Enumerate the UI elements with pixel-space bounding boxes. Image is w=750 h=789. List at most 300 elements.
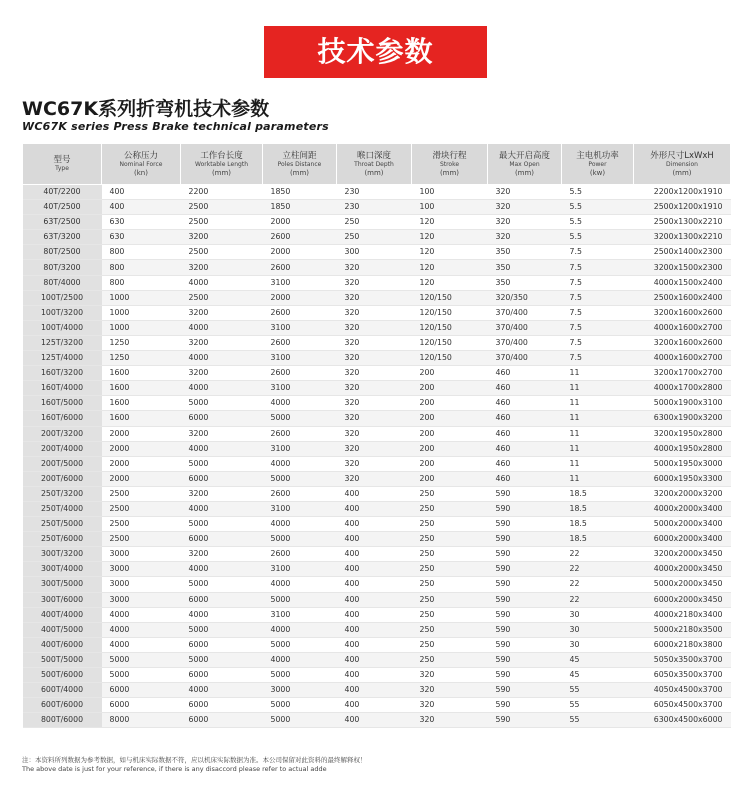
table-cell: 18.5 — [562, 486, 634, 501]
model-cell: 63T/3200 — [23, 230, 102, 245]
table-cell: 6000 — [181, 668, 263, 683]
table-cell: 4000 — [181, 607, 263, 622]
table-row — [23, 456, 731, 471]
model-cell: 300T/6000 — [23, 592, 102, 607]
table-cell: 3200x1600x2600 — [634, 305, 731, 320]
table-cell: 460 — [488, 456, 562, 471]
table-cell: 120 — [412, 215, 488, 230]
model-cell: 100T/2500 — [23, 290, 102, 305]
table-cell: 30 — [562, 622, 634, 637]
table-cell: 250 — [337, 215, 412, 230]
table-cell: 320 — [337, 441, 412, 456]
table-cell: 800 — [102, 260, 181, 275]
table-cell: 200 — [412, 441, 488, 456]
table-cell: 4000 — [181, 501, 263, 516]
table-row — [23, 351, 731, 366]
table-cell: 3200 — [181, 230, 263, 245]
table-cell: 3200x2000x3200 — [634, 486, 731, 501]
table-cell: 2600 — [263, 260, 337, 275]
table-cell: 2600 — [263, 230, 337, 245]
spec-table — [22, 143, 731, 728]
table-row — [23, 683, 731, 698]
table-cell: 2500 — [181, 200, 263, 215]
model-cell: 200T/5000 — [23, 456, 102, 471]
table-cell: 2000 — [102, 441, 181, 456]
table-cell: 1000 — [102, 290, 181, 305]
table-cell: 1600 — [102, 411, 181, 426]
table-cell: 3200 — [181, 486, 263, 501]
table-cell: 5000 — [263, 637, 337, 652]
table-cell: 6000x2180x3800 — [634, 637, 731, 652]
table-row — [23, 622, 731, 637]
table-cell: 1000 — [102, 320, 181, 335]
table-cell: 320 — [337, 426, 412, 441]
table-cell: 6300x4500x6000 — [634, 713, 731, 728]
table-cell: 250 — [412, 652, 488, 667]
model-cell: 250T/3200 — [23, 486, 102, 501]
table-cell: 630 — [102, 230, 181, 245]
table-cell: 18.5 — [562, 517, 634, 532]
table-cell: 5000 — [263, 471, 337, 486]
table-cell: 3200x1500x2300 — [634, 260, 731, 275]
table-cell: 4050x4500x3700 — [634, 683, 731, 698]
table-cell: 370/400 — [488, 305, 562, 320]
table-cell: 2500 — [181, 290, 263, 305]
table-cell: 6050x3500x3700 — [634, 668, 731, 683]
model-cell: 63T/2500 — [23, 215, 102, 230]
column-header-unit: (kw) — [589, 168, 606, 177]
table-cell: 400 — [337, 698, 412, 713]
table-cell: 320/350 — [488, 290, 562, 305]
table-cell: 6000x2000x3450 — [634, 592, 731, 607]
table-cell: 5000x2000x3400 — [634, 517, 731, 532]
table-cell: 460 — [488, 441, 562, 456]
table-cell: 320 — [488, 185, 562, 200]
table-cell: 400 — [337, 637, 412, 652]
table-cell: 120/150 — [412, 305, 488, 320]
model-cell: 200T/3200 — [23, 426, 102, 441]
table-cell: 3000 — [102, 577, 181, 592]
table-cell: 460 — [488, 381, 562, 396]
table-cell: 55 — [562, 713, 634, 728]
table-cell: 400 — [337, 683, 412, 698]
table-cell: 590 — [488, 562, 562, 577]
table-cell: 2600 — [263, 547, 337, 562]
table-cell: 5.5 — [562, 230, 634, 245]
header-row — [23, 144, 731, 185]
table-cell: 1850 — [263, 185, 337, 200]
table-cell: 120 — [412, 260, 488, 275]
table-cell: 4000x1950x2800 — [634, 441, 731, 456]
model-cell: 400T/4000 — [23, 607, 102, 622]
column-header-cn: 型号 — [53, 155, 71, 165]
table-row — [23, 652, 731, 667]
table-cell: 45 — [562, 652, 634, 667]
table-cell: 11 — [562, 456, 634, 471]
table-cell: 590 — [488, 668, 562, 683]
table-cell: 6000x1950x3300 — [634, 471, 731, 486]
table-row — [23, 698, 731, 713]
table-cell: 6050x4500x3700 — [634, 698, 731, 713]
table-cell: 200 — [412, 471, 488, 486]
table-cell: 3200x2000x3450 — [634, 547, 731, 562]
table-cell: 6000 — [181, 471, 263, 486]
column-header-en: Throat Depth — [354, 160, 394, 168]
column-header — [488, 144, 562, 185]
table-cell: 4000x2000x3400 — [634, 501, 731, 516]
table-cell: 3200x1300x2210 — [634, 230, 731, 245]
section-banner: 技术参数 — [264, 26, 487, 78]
table-row — [23, 381, 731, 396]
table-cell: 4000 — [181, 562, 263, 577]
table-cell: 3200 — [181, 547, 263, 562]
table-cell: 22 — [562, 562, 634, 577]
table-cell: 2600 — [263, 305, 337, 320]
table-cell: 400 — [337, 532, 412, 547]
table-cell: 250 — [412, 637, 488, 652]
table-cell: 120/150 — [412, 320, 488, 335]
table-cell: 460 — [488, 366, 562, 381]
table-cell: 6000 — [181, 532, 263, 547]
table-cell: 370/400 — [488, 351, 562, 366]
table-cell: 2500 — [102, 517, 181, 532]
table-cell: 3100 — [263, 607, 337, 622]
table-cell: 30 — [562, 607, 634, 622]
table-cell: 320 — [412, 683, 488, 698]
table-cell: 250 — [412, 501, 488, 516]
table-cell: 5000 — [181, 652, 263, 667]
table-cell: 5000 — [181, 396, 263, 411]
table-cell: 4000 — [181, 683, 263, 698]
table-cell: 22 — [562, 577, 634, 592]
table-cell: 320 — [337, 366, 412, 381]
table-cell: 250 — [412, 547, 488, 562]
column-header — [23, 144, 102, 185]
table-cell: 1250 — [102, 335, 181, 350]
column-header-unit: (mm) — [439, 168, 460, 177]
model-cell: 40T/2200 — [23, 185, 102, 200]
column-header-en: Worktable Length — [195, 160, 248, 168]
table-cell: 5000x2000x3450 — [634, 577, 731, 592]
model-cell: 80T/4000 — [23, 275, 102, 290]
table-cell: 30 — [562, 637, 634, 652]
table-cell: 320 — [337, 351, 412, 366]
table-cell: 2500 — [181, 245, 263, 260]
table-cell: 320 — [412, 698, 488, 713]
table-cell: 320 — [337, 381, 412, 396]
table-cell: 4000x2180x3400 — [634, 607, 731, 622]
table-cell: 5000 — [181, 622, 263, 637]
table-cell: 2500x1600x2400 — [634, 290, 731, 305]
table-cell: 11 — [562, 381, 634, 396]
table-cell: 3100 — [263, 351, 337, 366]
table-cell: 1600 — [102, 366, 181, 381]
table-cell: 3100 — [263, 441, 337, 456]
table-cell: 4000 — [181, 351, 263, 366]
table-cell: 590 — [488, 683, 562, 698]
table-cell: 4000 — [263, 577, 337, 592]
table-cell: 2500 — [102, 486, 181, 501]
table-cell: 2600 — [263, 486, 337, 501]
table-cell: 230 — [337, 185, 412, 200]
table-cell: 350 — [488, 275, 562, 290]
table-cell: 2500x1400x2300 — [634, 245, 731, 260]
table-cell: 320 — [337, 275, 412, 290]
model-cell: 300T/3200 — [23, 547, 102, 562]
table-cell: 3200 — [181, 335, 263, 350]
model-cell: 500T/6000 — [23, 668, 102, 683]
table-row — [23, 668, 731, 683]
table-cell: 320 — [412, 668, 488, 683]
table-row — [23, 290, 731, 305]
table-cell: 5000 — [102, 652, 181, 667]
model-cell: 400T/5000 — [23, 622, 102, 637]
table-cell: 1850 — [263, 200, 337, 215]
table-cell: 18.5 — [562, 501, 634, 516]
table-cell: 22 — [562, 547, 634, 562]
table-cell: 3100 — [263, 275, 337, 290]
table-cell: 5050x3500x3700 — [634, 652, 731, 667]
table-cell: 590 — [488, 532, 562, 547]
table-cell: 630 — [102, 215, 181, 230]
model-cell: 40T/2500 — [23, 200, 102, 215]
table-cell: 5000 — [263, 411, 337, 426]
column-header-cn: 喉口深度 — [356, 150, 391, 161]
model-cell: 160T/5000 — [23, 396, 102, 411]
table-row — [23, 637, 731, 652]
table-cell: 2500 — [102, 532, 181, 547]
table-cell: 4000x1700x2800 — [634, 381, 731, 396]
table-cell: 3100 — [263, 381, 337, 396]
table-cell: 590 — [488, 637, 562, 652]
table-cell: 5000x1900x3100 — [634, 396, 731, 411]
table-cell: 4000 — [263, 622, 337, 637]
table-cell: 590 — [488, 607, 562, 622]
table-cell: 230 — [337, 200, 412, 215]
table-cell: 250 — [412, 577, 488, 592]
table-cell: 320 — [337, 260, 412, 275]
table-cell: 2500 — [181, 215, 263, 230]
table-cell: 400 — [337, 547, 412, 562]
table-cell: 590 — [488, 713, 562, 728]
table-cell: 200 — [412, 366, 488, 381]
table-cell: 250 — [337, 230, 412, 245]
table-cell: 5000 — [263, 668, 337, 683]
table-cell: 6000x2000x3400 — [634, 532, 731, 547]
column-header-unit: (mm) — [514, 168, 535, 177]
model-cell: 300T/5000 — [23, 577, 102, 592]
table-cell: 4000 — [102, 637, 181, 652]
table-cell: 6300x1900x3200 — [634, 411, 731, 426]
page-title-cn: WC67K系列折弯机技术参数 — [22, 98, 270, 120]
model-cell: 250T/4000 — [23, 501, 102, 516]
table-cell: 4000 — [102, 607, 181, 622]
column-header-en: Max Open — [509, 160, 540, 168]
table-row — [23, 486, 731, 501]
table-cell: 11 — [562, 366, 634, 381]
table-cell: 590 — [488, 577, 562, 592]
table-cell: 1600 — [102, 396, 181, 411]
column-header-cn: 公称压力 — [123, 150, 158, 161]
table-cell: 4000 — [263, 396, 337, 411]
table-cell: 320 — [337, 335, 412, 350]
column-header-cn: 滑块行程 — [432, 150, 467, 161]
table-cell: 5000 — [263, 713, 337, 728]
table-row — [23, 471, 731, 486]
table-row — [23, 396, 731, 411]
model-cell: 125T/3200 — [23, 335, 102, 350]
table-cell: 200 — [412, 381, 488, 396]
footnote-en: The above date is just for your reference, if there is any disaccord please refer to actual adde — [22, 765, 327, 773]
table-cell: 400 — [337, 622, 412, 637]
table-cell: 400 — [337, 577, 412, 592]
table-cell: 590 — [488, 547, 562, 562]
model-cell: 100T/3200 — [23, 305, 102, 320]
table-cell: 7.5 — [562, 351, 634, 366]
table-cell: 100 — [412, 200, 488, 215]
table-cell: 3200x1950x2800 — [634, 426, 731, 441]
table-cell: 400 — [102, 200, 181, 215]
table-header — [23, 144, 731, 185]
table-cell: 400 — [337, 668, 412, 683]
table-row — [23, 547, 731, 562]
table-cell: 300 — [337, 245, 412, 260]
table-row — [23, 335, 731, 350]
column-header — [634, 144, 731, 185]
table-cell: 3100 — [263, 562, 337, 577]
table-cell: 3200 — [181, 305, 263, 320]
table-cell: 350 — [488, 260, 562, 275]
table-cell: 250 — [412, 486, 488, 501]
table-cell: 120/150 — [412, 290, 488, 305]
table-cell: 800 — [102, 245, 181, 260]
table-cell: 590 — [488, 517, 562, 532]
table-cell: 4000 — [181, 275, 263, 290]
table-cell: 120/150 — [412, 335, 488, 350]
table-cell: 55 — [562, 683, 634, 698]
table-cell: 2000 — [102, 456, 181, 471]
table-cell: 200 — [412, 396, 488, 411]
table-cell: 7.5 — [562, 305, 634, 320]
table-cell: 250 — [412, 562, 488, 577]
table-cell: 6000 — [102, 683, 181, 698]
table-cell: 7.5 — [562, 260, 634, 275]
table-cell: 400 — [337, 652, 412, 667]
table-cell: 590 — [488, 486, 562, 501]
table-cell: 320 — [337, 320, 412, 335]
table-cell: 320 — [337, 305, 412, 320]
table-cell: 5000x1950x3000 — [634, 456, 731, 471]
column-header-en: Poles Distance — [277, 160, 322, 168]
table-cell: 11 — [562, 426, 634, 441]
table-cell: 200 — [412, 456, 488, 471]
table-cell: 5000 — [263, 592, 337, 607]
table-row — [23, 275, 731, 290]
table-cell: 22 — [562, 592, 634, 607]
model-cell: 100T/4000 — [23, 320, 102, 335]
table-cell: 4000 — [181, 381, 263, 396]
model-cell: 250T/6000 — [23, 532, 102, 547]
page-title-en: WC67K series Press Brake technical parameters — [22, 120, 329, 133]
model-cell: 250T/5000 — [23, 517, 102, 532]
column-header — [562, 144, 634, 185]
table-cell: 120/150 — [412, 351, 488, 366]
footnote-cn: 注：本资料所列数据为参考数据，如与机床实际数据不符，应以机床实际数据为准。本公司保留对此资料的最终解释权！ — [22, 756, 367, 764]
column-header-cn: 主电机功率 — [576, 150, 619, 161]
table-cell: 4000x2000x3450 — [634, 562, 731, 577]
column-header-unit: (kn) — [134, 168, 148, 177]
table-cell: 1600 — [102, 381, 181, 396]
model-cell: 600T/4000 — [23, 683, 102, 698]
table-cell: 7.5 — [562, 275, 634, 290]
model-cell: 80T/2500 — [23, 245, 102, 260]
table-cell: 3200x1700x2700 — [634, 366, 731, 381]
model-cell: 200T/6000 — [23, 471, 102, 486]
table-cell: 800 — [102, 275, 181, 290]
table-cell: 370/400 — [488, 335, 562, 350]
table-cell: 6000 — [181, 411, 263, 426]
table-cell: 7.5 — [562, 245, 634, 260]
table-cell: 590 — [488, 652, 562, 667]
model-cell: 300T/4000 — [23, 562, 102, 577]
table-cell: 4000x1600x2700 — [634, 320, 731, 335]
table-cell: 3200 — [181, 426, 263, 441]
table-body — [23, 185, 731, 728]
table-cell: 18.5 — [562, 532, 634, 547]
table-cell: 320 — [488, 215, 562, 230]
table-cell: 320 — [337, 471, 412, 486]
table-cell: 6000 — [181, 637, 263, 652]
table-cell: 3100 — [263, 320, 337, 335]
table-row — [23, 501, 731, 516]
table-cell: 4000 — [102, 622, 181, 637]
table-cell: 2500x1200x1910 — [634, 200, 731, 215]
table-cell: 2000 — [263, 290, 337, 305]
table-cell: 11 — [562, 396, 634, 411]
table-row — [23, 441, 731, 456]
model-cell: 800T/6000 — [23, 713, 102, 728]
model-cell: 400T/6000 — [23, 637, 102, 652]
footnote — [22, 756, 367, 774]
table-cell: 3200 — [181, 260, 263, 275]
table-cell: 5.5 — [562, 200, 634, 215]
table-cell: 7.5 — [562, 290, 634, 305]
table-cell: 400 — [337, 713, 412, 728]
table-row — [23, 230, 731, 245]
table-row — [23, 185, 731, 200]
table-cell: 4000 — [263, 652, 337, 667]
table-cell: 5000 — [181, 517, 263, 532]
table-cell: 2000 — [102, 426, 181, 441]
table-cell: 100 — [412, 185, 488, 200]
table-cell: 120 — [412, 275, 488, 290]
column-header-en: Dimension — [666, 160, 698, 168]
table-row — [23, 562, 731, 577]
table-cell: 2500 — [102, 501, 181, 516]
table-cell: 590 — [488, 592, 562, 607]
table-cell: 250 — [412, 607, 488, 622]
table-cell: 5000 — [181, 456, 263, 471]
table-cell: 320 — [337, 411, 412, 426]
model-cell: 600T/6000 — [23, 698, 102, 713]
table-cell: 2000 — [102, 471, 181, 486]
column-header — [412, 144, 488, 185]
table-cell: 4000 — [263, 456, 337, 471]
model-cell: 160T/6000 — [23, 411, 102, 426]
table-cell: 460 — [488, 426, 562, 441]
table-cell: 120 — [412, 230, 488, 245]
table-row — [23, 592, 731, 607]
